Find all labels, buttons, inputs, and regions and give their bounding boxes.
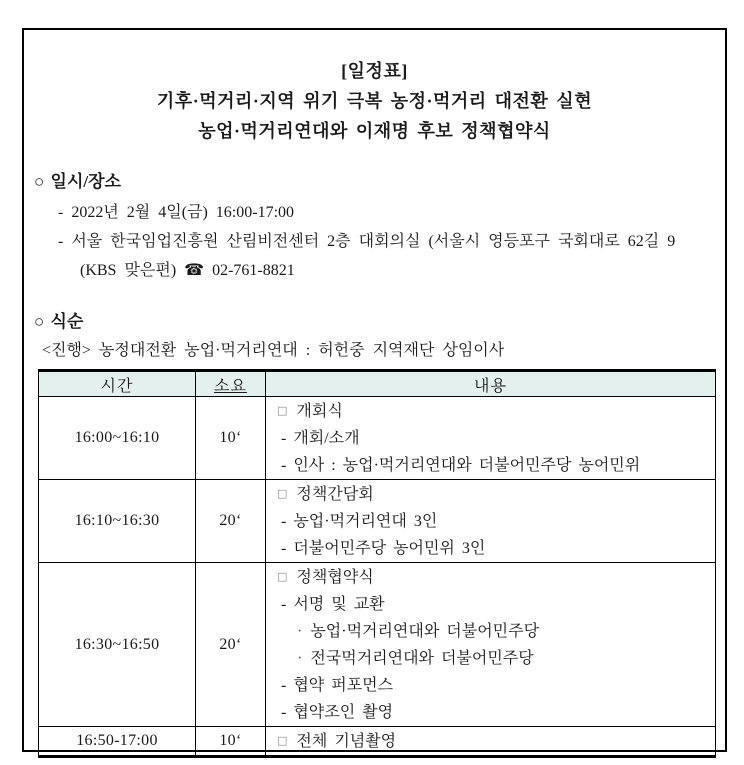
dash-bullet: - [281, 596, 287, 613]
program-section [34, 308, 715, 365]
content-line-text: 농업·먹거리연대 3인 [293, 513, 438, 530]
dot-bullet: · [297, 623, 303, 640]
content-line [266, 591, 715, 618]
table-row [39, 480, 716, 563]
content-line-text: 협약조인 촬영 [293, 704, 394, 721]
column-header-content-label: 내용 [474, 377, 507, 395]
square-bullet: □ [277, 734, 288, 747]
square-bullet: □ [277, 570, 288, 583]
content-line [266, 727, 715, 755]
content-line-text: 서명 및 교환 [293, 596, 385, 613]
dot-bullet: · [297, 650, 303, 667]
content-cell [266, 480, 716, 563]
document-frame [22, 28, 727, 752]
content-line [266, 563, 715, 591]
content-line-text: 개회식 [296, 403, 343, 420]
content-line-text: 전국먹거리연대와 더불어민주당 [310, 650, 534, 667]
venue-datetime: - 2022년 2월 4일(금) 16:00-17:00 [58, 204, 295, 221]
content-line [266, 452, 715, 479]
schedule-table-body [39, 397, 716, 757]
document-label: [일정표] [341, 61, 408, 81]
content-line-text: 더불어민주당 농어민위 3인 [293, 540, 486, 557]
table-row [39, 563, 716, 727]
duration-cell: 20‘ [196, 563, 266, 727]
dash-bullet: - [281, 513, 287, 530]
content-line-text: 정책협약식 [296, 569, 374, 586]
content-line [266, 425, 715, 452]
duration-cell: 20‘ [196, 480, 266, 563]
program-host-line: <진행> 농정대전환 농업·먹거리연대 : 허헌중 지역재단 상임이사 [42, 342, 505, 359]
table-row [39, 727, 716, 757]
dash-bullet: - [281, 540, 287, 557]
content-line [266, 508, 715, 535]
time-cell: 16:30~16:50 [39, 563, 196, 727]
content-line-text: 인사 : 농업·먹거리연대와 더불어민주당 농어민위 [293, 457, 641, 474]
venue-phone: (KBS 맞은편) ☎ 02-761-8821 [80, 262, 295, 279]
column-header-time [39, 371, 196, 397]
dash-bullet: - [281, 457, 287, 474]
table-row [39, 397, 716, 480]
content-cell [266, 563, 716, 727]
time-cell: 16:10~16:30 [39, 480, 196, 563]
schedule-table-header [39, 371, 716, 397]
header-row [39, 371, 716, 397]
column-header-time-label: 시간 [100, 377, 134, 395]
venue-section [34, 168, 715, 285]
content-line-text: 농업·먹거리연대와 더불어민주당 [310, 623, 540, 640]
schedule-table [38, 369, 716, 758]
title-block [34, 56, 715, 146]
content-line-text: 협약 퍼포먼스 [293, 677, 394, 694]
dash-bullet: - [281, 430, 287, 447]
column-header-duration-label: 소요 [214, 377, 247, 395]
column-header-content [266, 371, 716, 397]
content-line-text: 개회/소개 [293, 430, 360, 447]
square-bullet: □ [277, 487, 288, 500]
time-cell: 16:00~16:10 [39, 397, 196, 480]
content-line-text: 전체 기념촬영 [296, 733, 397, 750]
duration-cell: 10‘ [196, 397, 266, 480]
venue-address: - 서울 한국임업진흥원 산림비전센터 2층 대회의실 (서울시 영등포구 국회대로 62길 9 [58, 233, 676, 250]
content-line [266, 397, 715, 425]
square-bullet: □ [277, 404, 288, 417]
content-line [266, 672, 715, 699]
content-line [266, 699, 715, 726]
venue-heading: ○ 일시/장소 [34, 172, 121, 191]
program-heading: ○ 식순 [34, 312, 84, 331]
content-line [266, 535, 715, 562]
venue-lines [34, 198, 715, 285]
dash-bullet: - [281, 677, 287, 694]
content-cell [266, 727, 716, 757]
dash-bullet: - [281, 704, 287, 721]
content-line [266, 480, 715, 508]
content-line [266, 618, 715, 645]
content-line [266, 645, 715, 672]
content-cell [266, 397, 716, 480]
column-header-duration [196, 371, 266, 397]
document-title: 기후·먹거리·지역 위기 극복 농정·먹거리 대전환 실현 [156, 91, 593, 111]
duration-cell: 10‘ [196, 727, 266, 757]
document-subtitle: 농업·먹거리연대와 이재명 후보 정책협약식 [198, 121, 551, 141]
time-cell: 16:50-17:00 [39, 727, 196, 757]
content-line-text: 정책간담회 [296, 486, 374, 503]
